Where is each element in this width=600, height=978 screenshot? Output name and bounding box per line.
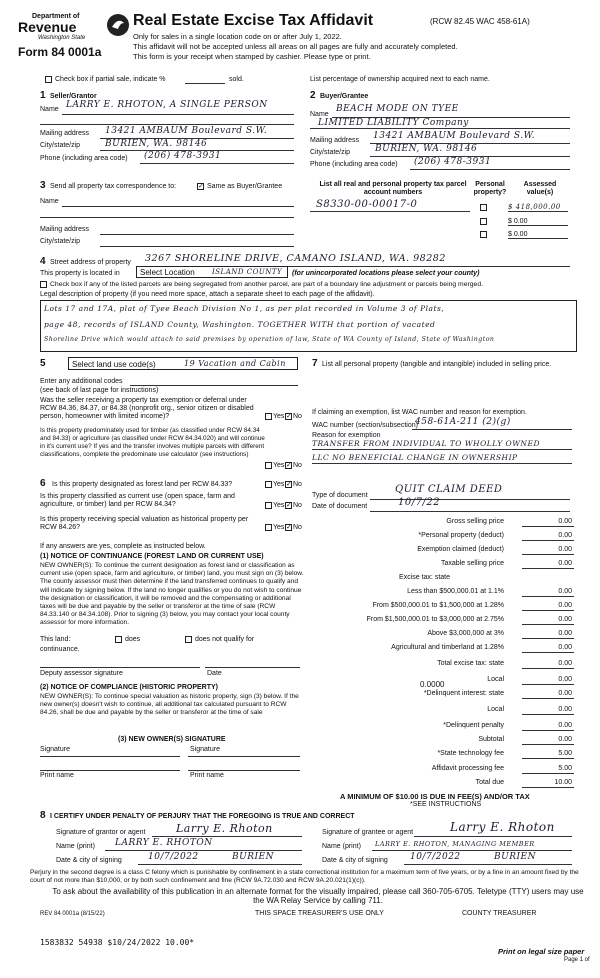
assessed-value-2[interactable]: $ 0.00 — [508, 218, 528, 225]
sig-grantor[interactable]: Larry E. Rhoton — [176, 822, 273, 835]
s6-print-label-1: Print name — [40, 772, 74, 779]
s5-q1: Was the seller receiving a property tax exemption or deferral under RCW 84.36, 84.37, or 84.38 (nonprofit org., senior citizen or disabled person, homeowner with limited income)? — [40, 397, 254, 420]
s6-q1-yes: Yes — [273, 481, 285, 488]
tax-row-value[interactable]: 0.00 — [558, 602, 572, 609]
location-select-text: Select Location — [140, 268, 195, 277]
section-3-number: 3 — [40, 180, 46, 191]
see-back-label: (see back of last page for instructions) — [40, 387, 159, 394]
s6-sig-label-2: Signature — [190, 746, 220, 753]
tax-row-value[interactable]: 0.00 — [558, 722, 572, 729]
s6-q2-yes-checkbox[interactable] — [265, 502, 272, 509]
doc-date[interactable]: 10/7/22 — [398, 497, 441, 508]
does-not-label: does not qualify for — [195, 636, 255, 643]
tax-row-value[interactable]: 5.00 — [558, 765, 572, 772]
form-statute: (RCW 82.45 WAC 458-61A) — [430, 17, 530, 26]
dept-logo — [18, 13, 130, 43]
seller-city-label: City/state/zip — [40, 142, 81, 149]
tax-row-label: *Delinquent penalty — [443, 722, 504, 729]
tax-row-value[interactable]: 0.00 — [558, 676, 572, 683]
tax-row-label: Exemption claimed (deduct) — [417, 546, 504, 553]
exempt-label: If claiming an exemption, list WAC number and reason for exemption. — [312, 409, 527, 416]
buyer-name2[interactable]: LIMITED LIABILITY Company — [318, 118, 469, 128]
seller-heading: Seller/Grantor — [50, 93, 97, 100]
tax-row-underline — [522, 526, 574, 527]
s5-q1-no: No — [293, 413, 302, 420]
doc-date-label: Date of document — [312, 503, 368, 510]
legal-line1: Lots 17 and 17A, plat of Tyee Beach Division No 1, as per plat recorded in Volume 3 of Plats, — [44, 304, 445, 313]
tax-row-value[interactable]: 0.00 — [558, 616, 572, 623]
segregated-text: Check box if any of the listed parcels are being segregated from another parcel, are part of a boundary line adjustment or parcels being merged. — [50, 281, 483, 288]
header-note1: Only for sales in a single location code on or after July 1, 2022. — [133, 32, 342, 41]
s6-q3: Is this property receiving special valuation as historical property per RCW 84.26? — [40, 516, 249, 531]
header-note2: This affidavit will not be accepted unless all areas on all pages are fully and accurately completed. — [133, 42, 458, 51]
personal-property-checkbox-2[interactable] — [480, 218, 487, 225]
tax-row-label: Affidavit processing fee — [431, 765, 504, 772]
parcel-number[interactable]: S8330-00-00017-0 — [316, 199, 418, 210]
tax-row-label: Agricultural and timberland at 1.28% — [391, 644, 504, 651]
location-select[interactable] — [136, 266, 288, 278]
name-grantor[interactable]: LARRY E. RHOTON — [115, 838, 213, 848]
corr-label: Send all property tax correspondence to: — [50, 183, 177, 190]
s5-q2-no-checkbox[interactable]: ✓ — [286, 462, 292, 469]
dept-line3: Washington State — [38, 35, 86, 41]
form-number: Form 84 0001a — [18, 45, 102, 59]
notice1-body: NEW OWNER(S): To continue the current designation as forest land or classification as current use (open space, farm and agriculture, or timber) land, you must sign on (3) below. The county assessor must then determine if the land transferred continues to qualify and will indicate by signing below. If the land no longer qualifies or you do not wish to continue the designation or classification, it will be removed and the compensating or additional taxes will be due and payable by the seller or transferor at the time of sale (RCW 84.33.140 or 84.34.108). Prior to signing (3) below, you may contact your local county assessor for more information. — [40, 562, 304, 627]
section-8-number: 8 — [40, 810, 46, 821]
section-7-number: 7 — [312, 358, 318, 369]
s6-q2-yes: Yes — [273, 502, 285, 509]
reason-line1[interactable]: TRANSFER FROM INDIVIDUAL TO WHOLLY OWNED — [312, 439, 540, 448]
deputy-sig-label: Deputy assessor signature — [40, 670, 123, 677]
rev-label: REV 84 0001a (8/15/22) — [40, 911, 105, 917]
parcel-col3: Assessed value(s) — [523, 181, 557, 196]
tax-row-underline — [522, 596, 574, 597]
street-label: Street address of property — [50, 259, 131, 266]
reason-line2[interactable]: LLC NO BENEFICIAL CHANGE IN OWNERSHIP — [312, 453, 518, 462]
date-grantor[interactable]: 10/7/2022 BURIEN — [148, 852, 274, 862]
tax-row-label: Taxable selling price — [440, 560, 504, 567]
tax-row-value[interactable]: 0.00 — [558, 630, 572, 637]
section-6-number: 6 — [40, 478, 46, 489]
name-print-grantor-label: Name (print) — [56, 843, 95, 850]
seller-phone[interactable]: (206) 478-3931 — [144, 151, 222, 161]
tax-row-value[interactable]: 0.00 — [558, 518, 572, 525]
tax-row-label: Local — [487, 676, 504, 683]
notice1-title: (1) NOTICE OF CONTINUANCE (FOREST LAND OR CURRENT USE) — [40, 553, 264, 560]
tax-row-value[interactable]: 0.00 — [558, 660, 572, 667]
s6-ifany: If any answers are yes, complete as instructed below. — [40, 543, 206, 550]
buyer-phone[interactable]: (206) 478-3931 — [414, 157, 492, 167]
minimum-note: A MINIMUM OF $10.00 IS DUE IN FEE(S) AND/OR TAX — [340, 792, 530, 801]
tax-row-underline — [522, 758, 574, 759]
partial-sale-checkbox[interactable] — [45, 76, 52, 83]
parcel-col1: List all real and personal property tax parcel account numbers — [319, 181, 467, 196]
legal-line2: page 48, records of ISLAND County, Washington. TOGETHER WITH that portion of vacated — [44, 320, 436, 329]
s6-q3-no-checkbox[interactable]: ✓ — [286, 524, 292, 531]
reason-label: Reason for exemption — [312, 432, 381, 439]
s6-q2: Is this property classified as current use (open space, farm and agriculture, or timber) land per RCW 84.34? — [40, 493, 235, 508]
tax-row-underline — [522, 624, 574, 625]
tax-row-label: *Delinquent interest: state — [423, 690, 504, 697]
tax-row-underline — [522, 652, 574, 653]
tax-row-value[interactable]: 0.00 — [558, 546, 572, 553]
land-use-select-text: Select land use code(s) — [72, 360, 156, 369]
wa-logo-icon — [106, 13, 130, 37]
certify-text: I CERTIFY UNDER PENALTY OF PERJURY THAT THE FOREGOING IS TRUE AND CORRECT — [50, 813, 355, 820]
s6-q1-yes-checkbox[interactable] — [265, 481, 272, 488]
dept-line1: Department of — [32, 13, 80, 20]
tax-row-label: Total due — [475, 779, 504, 786]
does-label: does — [125, 636, 141, 643]
s6-print-label-2: Print name — [190, 772, 224, 779]
tax-row-label: *Personal property (deduct) — [418, 532, 504, 539]
tax-row-underline — [522, 684, 574, 685]
s5-q2: Is this property predominately used for timber (as classified under RCW 84.34 and 84.33) or agriculture (as classified under RCW 84.34.020) and will continue in it's current use? If yes and the transfer involves multiple parcels with different classifications, complete the predominate use calculator (see instructions) — [40, 427, 265, 458]
notice2-title: (2) NOTICE OF COMPLIANCE (HISTORIC PROPERTY) — [40, 684, 218, 691]
s6-q3-no: No — [293, 524, 302, 531]
tax-row-value[interactable]: 0.00 — [558, 560, 572, 567]
sig-grantee-label: Signature of grantee or agent — [322, 829, 414, 836]
county-treasurer: COUNTY TREASURER — [462, 910, 537, 917]
partial-sale-label: Check box if partial sale, indicate % — [55, 76, 166, 83]
local-rate: 0.0000 — [420, 680, 445, 689]
legal-label: Legal description of property (if you need more space, attach a separate sheet to each page of the affidavit). — [40, 291, 375, 298]
sig-grantor-label: Signature of grantor or agent — [56, 829, 146, 836]
notice2-body: NEW OWNER(S): To continue special valuation as historic property, sign (3) below. If the new owner(s) doesn't wish to continue, all additional tax calculated pursuant to RCW 84.26, shall be due and payable by the seller or transferor at the time of sale — [40, 693, 299, 717]
does-not-checkbox[interactable] — [185, 636, 192, 643]
buyer-mailing-label: Mailing address — [310, 137, 360, 144]
tax-row-label: *State technology fee — [437, 750, 504, 757]
name-grantee[interactable]: LARRY E. RHOTON, MANAGING MEMBER — [375, 840, 535, 848]
s5-q2-yes: Yes — [273, 462, 285, 469]
assessed-value-3[interactable]: $ 0.00 — [508, 231, 528, 238]
buyer-heading: Buyer/Grantee — [320, 93, 369, 100]
s5-q1-yes: Yes — [273, 413, 285, 420]
seller-name-label: Name — [40, 106, 59, 113]
section-1-number: 1 — [40, 90, 46, 101]
tax-row-value[interactable]: 5.00 — [558, 750, 572, 757]
sig3-label: (3) NEW OWNER(S) SIGNATURE — [118, 736, 226, 743]
s6-sig-label-1: Signature — [40, 746, 70, 753]
tax-row-underline — [522, 730, 574, 731]
same-as-buyer-checkbox[interactable]: ✓ — [198, 183, 204, 190]
wac-number[interactable]: 458-61A-211 (2)(g) — [415, 417, 511, 427]
tax-row-value[interactable]: 0.00 — [558, 706, 572, 713]
same-as-buyer-label: Same as Buyer/Grantee — [207, 183, 283, 190]
tax-row-label: From $1,500,000.01 to $3,000,000 at 2.75% — [366, 616, 504, 623]
name-print-grantee-label: Name (print) — [322, 843, 361, 850]
assessed-value-1[interactable]: $ 418,000.00 — [508, 203, 561, 211]
location-county: ISLAND COUNTY — [212, 268, 283, 276]
corr-name-label: Name — [40, 198, 59, 205]
seller-city[interactable]: BURIEN, WA. 98146 — [105, 139, 208, 149]
tax-row-value[interactable]: 0.00 — [558, 588, 572, 595]
tax-row-underline — [522, 638, 574, 639]
tax-row-underline — [522, 668, 574, 669]
seller-mailing-label: Mailing address — [40, 130, 90, 137]
tax-row-label: Above $3,000,000 at 3% — [427, 630, 504, 637]
tax-row-label: Subtotal — [478, 736, 504, 743]
buyer-mailing[interactable]: 13421 AMBAUM Boulevard S.W. — [373, 131, 536, 141]
tax-row-underline — [522, 787, 574, 788]
tax-row-underline — [522, 714, 574, 715]
buyer-name-label: Name — [310, 111, 329, 118]
date-city-grantee-label: Date & city of signing — [322, 857, 388, 864]
land-use-select[interactable] — [68, 357, 298, 370]
s5-q2-yes-checkbox[interactable] — [265, 462, 272, 469]
buyer-phone-label: Phone (including area code) — [310, 161, 398, 168]
date-grantee[interactable]: 10/7/2022 BURIEN — [410, 852, 536, 862]
seller-mailing[interactable]: 13421 AMBAUM Boulevard S.W. — [105, 126, 268, 136]
buyer-name1[interactable]: BEACH MODE ON TYEE — [336, 104, 459, 114]
tax-row-label: From $500,000.01 to $1,500,000 at 1.28% — [372, 602, 504, 609]
tax-row-underline — [522, 773, 574, 774]
seller-phone-label: Phone (including area code) — [40, 155, 128, 162]
tax-row-underline — [522, 698, 574, 699]
segregated-checkbox[interactable] — [40, 281, 47, 288]
s6-q1: Is this property designated as forest land per RCW 84.33? — [52, 481, 233, 488]
legal-line3: Shoreline Drive which would attach to said premises by operation of law, State of WA County of Island, State of Washington — [44, 336, 495, 343]
corr-mailing-label: Mailing address — [40, 226, 90, 233]
s6-q1-no-checkbox[interactable]: ✓ — [286, 481, 292, 488]
section-5-number: 5 — [40, 358, 46, 369]
street-address[interactable]: 3267 SHORELINE DRIVE, CAMANO ISLAND, WA. 98282 — [145, 253, 446, 264]
s6-q3-yes-checkbox[interactable] — [265, 524, 272, 531]
unincorp-note: (for unincorporated locations please select your county) — [292, 270, 480, 277]
tax-row-label: Local — [487, 706, 504, 713]
s5-q1-yes-checkbox[interactable] — [265, 413, 272, 420]
tax-row-underline — [522, 540, 574, 541]
tax-row-label: Gross selling price — [446, 518, 504, 525]
tax-row-label: Total excise tax: state — [437, 660, 504, 667]
land-use-code: 19 Vacation and Cabin — [184, 359, 286, 368]
buyer-city[interactable]: BURIEN, WA. 98146 — [375, 144, 478, 154]
tax-row-value[interactable]: 0.00 — [558, 690, 572, 697]
doc-type-label: Type of document — [312, 492, 368, 499]
additional-codes-label: Enter any additional codes — [40, 378, 123, 385]
tax-row-underline — [522, 554, 574, 555]
partial-sold: sold. — [229, 76, 244, 83]
treasurer-only: THIS SPACE TREASURER'S USE ONLY — [255, 910, 384, 917]
s6-q1-no: No — [293, 481, 302, 488]
header-note3: This form is your receipt when stamped by cashier. Please type or print. — [133, 52, 371, 61]
print-legal: Print on legal size paper — [498, 947, 585, 956]
tax-row-underline — [522, 610, 574, 611]
tax-row-label: Excise tax: state — [399, 574, 450, 581]
section-4-number: 4 — [40, 256, 46, 267]
parcel-col2: Personal property? — [473, 181, 507, 196]
s5-q1-no-checkbox[interactable]: ✓ — [286, 413, 292, 420]
located-label: This property is located in — [40, 270, 120, 277]
tax-row-label: Less than $500,000.01 at 1.1% — [407, 588, 504, 595]
form-title: Real Estate Excise Tax Affidavit — [133, 12, 374, 29]
s6-q3-yes: Yes — [273, 524, 285, 531]
recording-stamp: 1583832 54938 $10/24/2022 10.00* — [40, 938, 195, 947]
deputy-date-label: Date — [207, 670, 222, 677]
tax-row-underline — [522, 568, 574, 569]
doc-type[interactable]: QUIT CLAIM DEED — [395, 484, 503, 495]
s6-q2-no-checkbox[interactable]: ✓ — [286, 502, 292, 509]
does-checkbox[interactable] — [115, 636, 122, 643]
s5-q2-no: No — [293, 462, 302, 469]
alt-format-text: To ask about the availability of this publication in an alternate format for the visually impaired, please call 360-705-6705. Teletype (TTY) users may use the WA Relay Service by calling 711. — [52, 887, 584, 905]
personal-property-checkbox-1[interactable] — [480, 204, 487, 211]
perjury-text: Perjury in the second degree is a class C felony which is punishable by confinement in a state correctional institution for a maximum term of five years, or by a fine in an amount fixed by the court of not more than $10,000, or by both such confinement and fine (RCW 9A.72.030 and RCW 9A.20.021(1)(c)). — [30, 869, 579, 884]
section-2-number: 2 — [310, 90, 316, 101]
wac-label: WAC number (section/subsection) — [312, 422, 418, 429]
s7-label: List all personal property (tangible and intangible) included in selling price. — [322, 361, 552, 368]
seller-name[interactable]: LARRY E. RHOTON, A SINGLE PERSON — [66, 100, 268, 110]
continuance-label: continuance. — [40, 646, 80, 653]
this-land-label: This land: — [40, 636, 71, 643]
tax-row-value[interactable]: 0.00 — [558, 532, 572, 539]
sig-grantee[interactable]: Larry E. Rhoton — [450, 820, 555, 834]
buyer-city-label: City/state/zip — [310, 149, 351, 156]
s6-q2-no: No — [293, 502, 302, 509]
corr-city-label: City/state/zip — [40, 238, 81, 245]
page-number: Page 1 of — [564, 957, 590, 963]
list-pct-note: List percentage of ownership acquired next to each name. — [310, 76, 490, 83]
tax-row-value[interactable]: 0.00 — [558, 644, 572, 651]
tax-row-value[interactable]: 0.00 — [558, 736, 572, 743]
dept-line2: Revenue — [18, 19, 77, 35]
date-city-grantor-label: Date & city of signing — [56, 857, 122, 864]
tax-row-underline — [522, 744, 574, 745]
personal-property-checkbox-3[interactable] — [480, 231, 487, 238]
see-instructions: *SEE INSTRUCTIONS — [410, 801, 482, 808]
tax-row-value[interactable]: 10.00 — [554, 779, 572, 786]
